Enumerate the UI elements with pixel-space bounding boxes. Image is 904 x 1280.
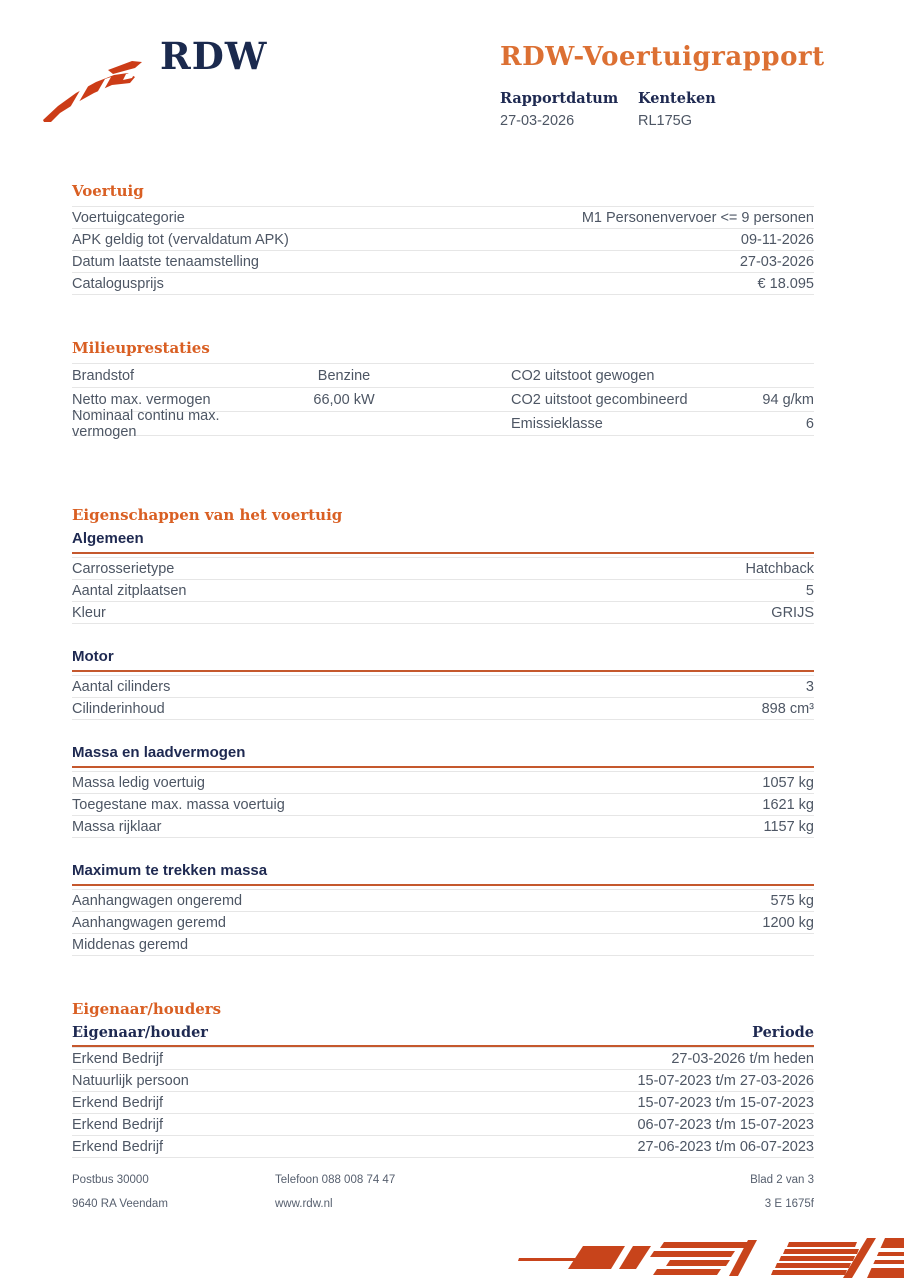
report-date-value: 27-03-2026 — [500, 113, 575, 129]
table-row — [72, 207, 814, 229]
row-label: Aanhangwagen geremd — [72, 914, 226, 931]
row-value: GRIJS — [771, 604, 814, 621]
footer-address-line1: Postbus 30000 — [72, 1174, 149, 1186]
footer-address — [72, 1168, 275, 1216]
table-row — [72, 580, 814, 602]
report-header — [500, 42, 840, 129]
page-footer — [72, 1168, 814, 1216]
footer-address-line2: 9640 RA Veendam — [72, 1198, 168, 1210]
row-label: Massa rijklaar — [72, 818, 162, 835]
column-header-period: Periode — [752, 1024, 814, 1041]
table-row — [72, 1070, 814, 1092]
table-row — [72, 1114, 814, 1136]
report-meta — [500, 90, 840, 129]
owner-name: Erkend Bedrijf — [72, 1116, 164, 1133]
row-value: 1200 kg — [762, 914, 814, 931]
owner-period: 15-07-2023 t/m 27-03-2026 — [637, 1072, 814, 1089]
table-row — [72, 273, 814, 295]
table-row — [72, 229, 814, 251]
table-row — [72, 1048, 814, 1070]
rdw-feather-icon — [42, 54, 148, 122]
row-label: Toegestane max. massa voertuig — [72, 796, 285, 813]
report-date-block — [500, 90, 638, 129]
table-row — [72, 794, 814, 816]
row-value: M1 Personenvervoer <= 9 personen — [581, 209, 814, 226]
owner-name: Natuurlijk persoon — [72, 1072, 189, 1089]
report-body — [72, 182, 814, 1158]
table-row — [72, 698, 814, 720]
report-date-label: Rapportdatum — [500, 90, 619, 107]
row-label: CO2 uitstoot gewogen — [511, 367, 655, 384]
row-label: Carrosserietype — [72, 560, 175, 577]
footer-form-code: 3 E 1675f — [764, 1198, 814, 1210]
subsection-massa — [72, 744, 814, 838]
row-value: 1157 kg — [763, 818, 814, 835]
owner-period: 06-07-2023 t/m 15-07-2023 — [637, 1116, 814, 1133]
subsection-title-massa: Massa en laadvermogen — [72, 744, 814, 768]
row-label: Netto max. vermogen — [72, 391, 211, 408]
row-value: € 18.095 — [757, 275, 814, 292]
row-label: Voertuigcategorie — [72, 209, 185, 226]
footer-phone: Telefoon 088 008 74 47 — [275, 1174, 396, 1186]
footer-contact — [275, 1168, 750, 1216]
section-title-eigenschappen: Eigenschappen van het voertuig — [72, 506, 343, 524]
table-row — [72, 816, 814, 838]
table-row — [72, 602, 814, 624]
footer-page-info — [750, 1168, 814, 1216]
table-row — [72, 890, 814, 912]
page-title: RDW-Voertuigrapport — [500, 42, 825, 72]
subsection-algemeen — [72, 530, 814, 624]
license-plate-label: Kenteken — [638, 90, 716, 107]
section-milieuprestaties — [72, 339, 814, 440]
row-label: Emissieklasse — [511, 415, 603, 432]
row-label: Middenas geremd — [72, 936, 189, 953]
table-row — [72, 912, 814, 934]
subsection-trekken — [72, 862, 814, 956]
row-label: Aantal zitplaatsen — [72, 582, 187, 599]
table-row — [72, 251, 814, 273]
subsection-title-motor: Motor — [72, 648, 814, 672]
row-value: 27-03-2026 — [739, 253, 814, 270]
row-value: 66,00 kW — [313, 391, 375, 408]
row-label: Massa ledig voertuig — [72, 774, 205, 791]
row-label: Datum laatste tenaamstelling — [72, 253, 259, 270]
subsection-title-trekken: Maximum te trekken massa — [72, 862, 814, 886]
row-value: 09-11-2026 — [740, 231, 814, 248]
section-eigenschappen — [72, 506, 814, 956]
row-label: APK geldig tot (vervaldatum APK) — [72, 231, 289, 248]
rdw-wordmark: RDW — [160, 34, 268, 78]
section-title-eigenaar: Eigenaar/houders — [72, 1000, 222, 1018]
row-label: Aantal cilinders — [72, 678, 171, 695]
section-eigenaar — [72, 1000, 814, 1158]
row-value: 1057 kg — [762, 774, 814, 791]
subsection-title-algemeen: Algemeen — [72, 530, 814, 554]
table-row — [72, 1092, 814, 1114]
row-value: Hatchback — [745, 560, 814, 577]
row-label: Brandstof — [72, 367, 135, 384]
section-title-voertuig: Voertuig — [72, 182, 144, 200]
owner-name: Erkend Bedrijf — [72, 1138, 164, 1155]
table-row — [72, 772, 814, 794]
row-value: 3 — [805, 678, 814, 695]
row-label: Catalogusprijs — [72, 275, 164, 292]
row-label: Kleur — [72, 604, 106, 621]
owner-period: 27-03-2026 t/m heden — [671, 1050, 814, 1067]
row-value: 6 — [805, 415, 814, 432]
row-value: 94 g/km — [762, 391, 814, 408]
section-voertuig — [72, 182, 814, 295]
table-row — [72, 676, 814, 698]
owner-name: Erkend Bedrijf — [72, 1094, 164, 1111]
footer-page-number: Blad 2 van 3 — [750, 1174, 814, 1186]
owner-period: 27-06-2023 t/m 06-07-2023 — [637, 1138, 814, 1155]
table-row — [72, 934, 814, 956]
section-title-milieuprestaties: Milieuprestaties — [72, 339, 210, 357]
row-value: 5 — [805, 582, 814, 599]
owner-table-header — [72, 1024, 814, 1047]
subsection-motor — [72, 648, 814, 720]
row-value: Benzine — [317, 367, 371, 384]
row-label: CO2 uitstoot gecombineerd — [511, 391, 688, 408]
column-header-owner: Eigenaar/houder — [72, 1024, 208, 1041]
row-label: Nominaal continu max. vermogen — [72, 407, 220, 440]
row-value: 898 cm³ — [761, 700, 814, 717]
license-plate-block — [638, 90, 716, 129]
table-row — [72, 558, 814, 580]
owner-name: Erkend Bedrijf — [72, 1050, 164, 1067]
license-plate-value: RL175G — [638, 113, 693, 129]
owner-period: 15-07-2023 t/m 15-07-2023 — [637, 1094, 814, 1111]
table-row — [72, 1136, 814, 1158]
table-row — [72, 364, 814, 388]
row-label: Aanhangwagen ongeremd — [72, 892, 243, 909]
row-value: 575 kg — [770, 892, 814, 909]
rdw-stripes-decoration-icon — [505, 1236, 904, 1280]
row-label: Cilinderinhoud — [72, 700, 165, 717]
table-row — [72, 407, 814, 440]
row-value: 1621 kg — [762, 796, 814, 813]
footer-website: www.rdw.nl — [275, 1198, 333, 1210]
